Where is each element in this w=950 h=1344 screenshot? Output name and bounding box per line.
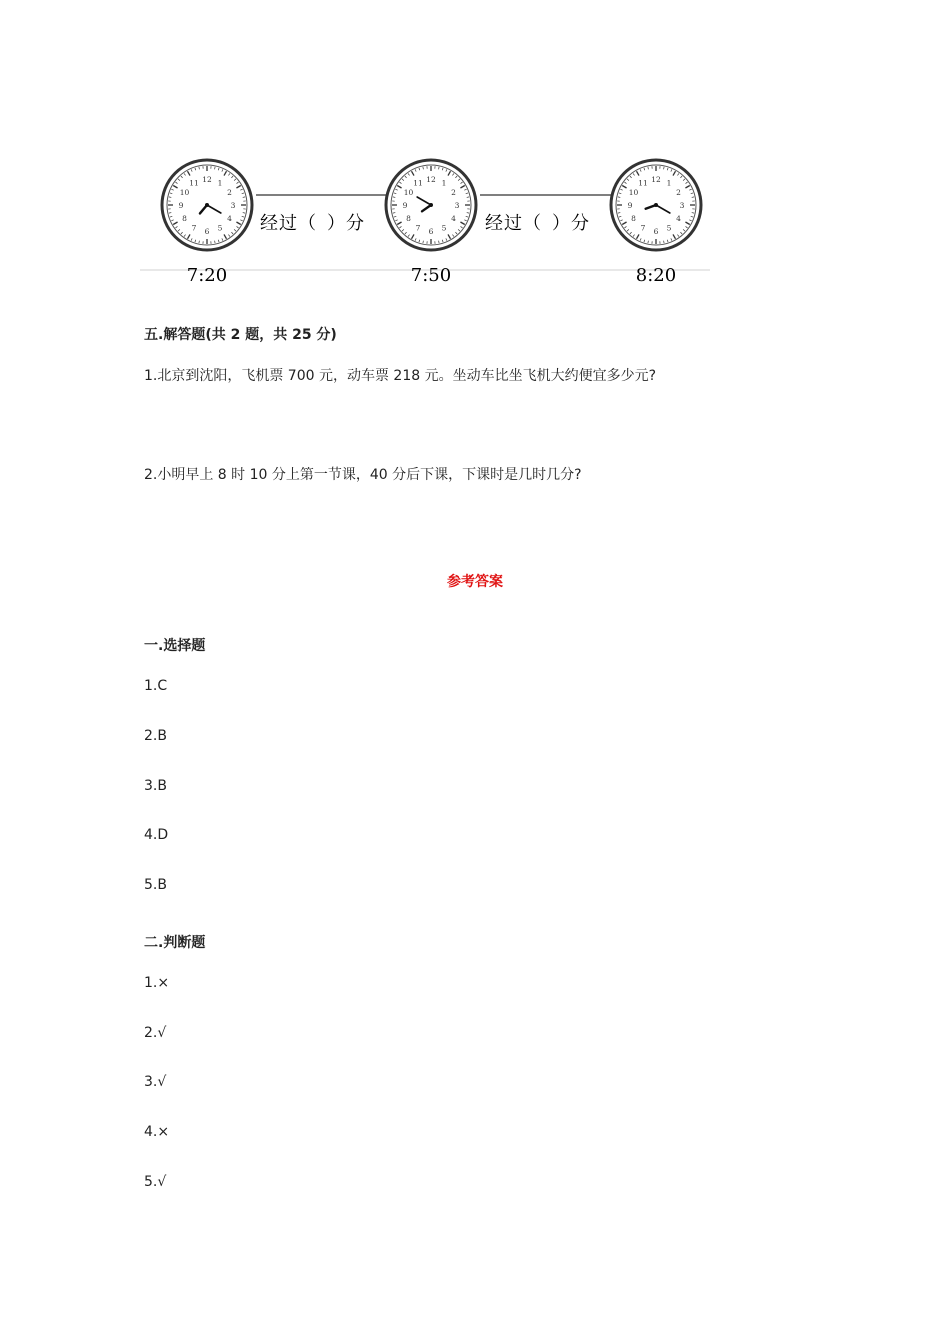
- clock-numeral: 6: [653, 227, 659, 236]
- clock-numeral: 8: [406, 214, 411, 223]
- answer-item: 3.√: [144, 1074, 167, 1090]
- clock-center-pin: [429, 203, 433, 207]
- clock-numeral: 5: [441, 223, 447, 233]
- clock-numeral: 5: [217, 223, 223, 233]
- answer-item: 1.C: [144, 678, 168, 694]
- clock-time-label: 7:50: [410, 265, 452, 286]
- clock-numeral: 6: [204, 227, 210, 236]
- answer-item: 2.B: [144, 728, 167, 744]
- clock-numeral: 11: [189, 178, 199, 188]
- clock-numeral: 2: [227, 188, 232, 197]
- clock-numeral: 3: [679, 201, 685, 210]
- clock-numeral: 1: [666, 178, 672, 188]
- clock-face: [611, 160, 701, 250]
- answers-section-heading: 二.判断题: [144, 935, 206, 951]
- clock-numeral: 2: [451, 188, 456, 197]
- question-2: 2.小明早上 8 时 10 分上第一节课，40 分后下课，下课时是几时几分?: [144, 467, 582, 483]
- answer-item: 5.√: [144, 1174, 167, 1190]
- clock-numeral: 10: [403, 188, 414, 197]
- clock-numeral: 3: [454, 201, 460, 210]
- clock-numeral: 4: [227, 214, 232, 223]
- clock-numeral: 12: [202, 175, 212, 184]
- clock-numeral: 3: [230, 201, 236, 210]
- answer-item: 3.B: [144, 778, 167, 794]
- clock-numeral: 9: [402, 201, 408, 210]
- interval-label-1: 经过（ ）分: [260, 213, 365, 234]
- interval-label-2: 经过（ ）分: [485, 213, 590, 234]
- answer-item: 4.D: [144, 827, 169, 843]
- clock-numeral: 10: [179, 188, 190, 197]
- clock-numeral: 12: [426, 175, 436, 184]
- clock-numeral: 4: [676, 214, 681, 223]
- clock-center-pin: [654, 203, 658, 207]
- clock-diagram: [140, 150, 720, 300]
- clock-diagram-svg: [140, 150, 720, 300]
- clock-numeral: 7: [640, 223, 646, 233]
- clock-center-pin: [205, 203, 209, 207]
- question-1: 1.北京到沈阳，飞机票 700 元，动车票 218 元。坐动车比坐飞机大约便宜多少元?: [144, 368, 657, 384]
- clock-numeral: 5: [666, 223, 672, 233]
- answer-item: 1.×: [144, 975, 170, 991]
- answers-title: 参考答案: [447, 574, 503, 590]
- clock-numeral: 2: [676, 188, 681, 197]
- clock-numeral: 10: [628, 188, 639, 197]
- clock-numeral: 11: [638, 178, 648, 188]
- clock-numeral: 12: [651, 175, 661, 184]
- clock-numeral: 11: [413, 178, 423, 188]
- clock-numeral: 4: [451, 214, 456, 223]
- clock-numeral: 7: [191, 223, 197, 233]
- clock-numeral: 8: [182, 214, 187, 223]
- clock-numeral: 8: [631, 214, 636, 223]
- clock-numeral: 7: [415, 223, 421, 233]
- clock-numeral: 1: [441, 178, 447, 188]
- answer-item: 5.B: [144, 877, 167, 893]
- clock-numeral: 9: [627, 201, 633, 210]
- clock-numeral: 6: [428, 227, 434, 236]
- clock-numeral: 1: [217, 178, 223, 188]
- answers-section-heading: 一.选择题: [144, 638, 206, 654]
- clock-numeral: 9: [178, 201, 184, 210]
- section5-heading: 五.解答题(共 2 题，共 25 分): [144, 327, 337, 343]
- clock-time-label: 7:20: [186, 265, 228, 286]
- clock-face: [162, 160, 252, 250]
- answer-item: 2.√: [144, 1025, 167, 1041]
- clock-time-label: 8:20: [635, 265, 677, 286]
- answer-item: 4.×: [144, 1124, 170, 1140]
- clock-face: [386, 160, 476, 250]
